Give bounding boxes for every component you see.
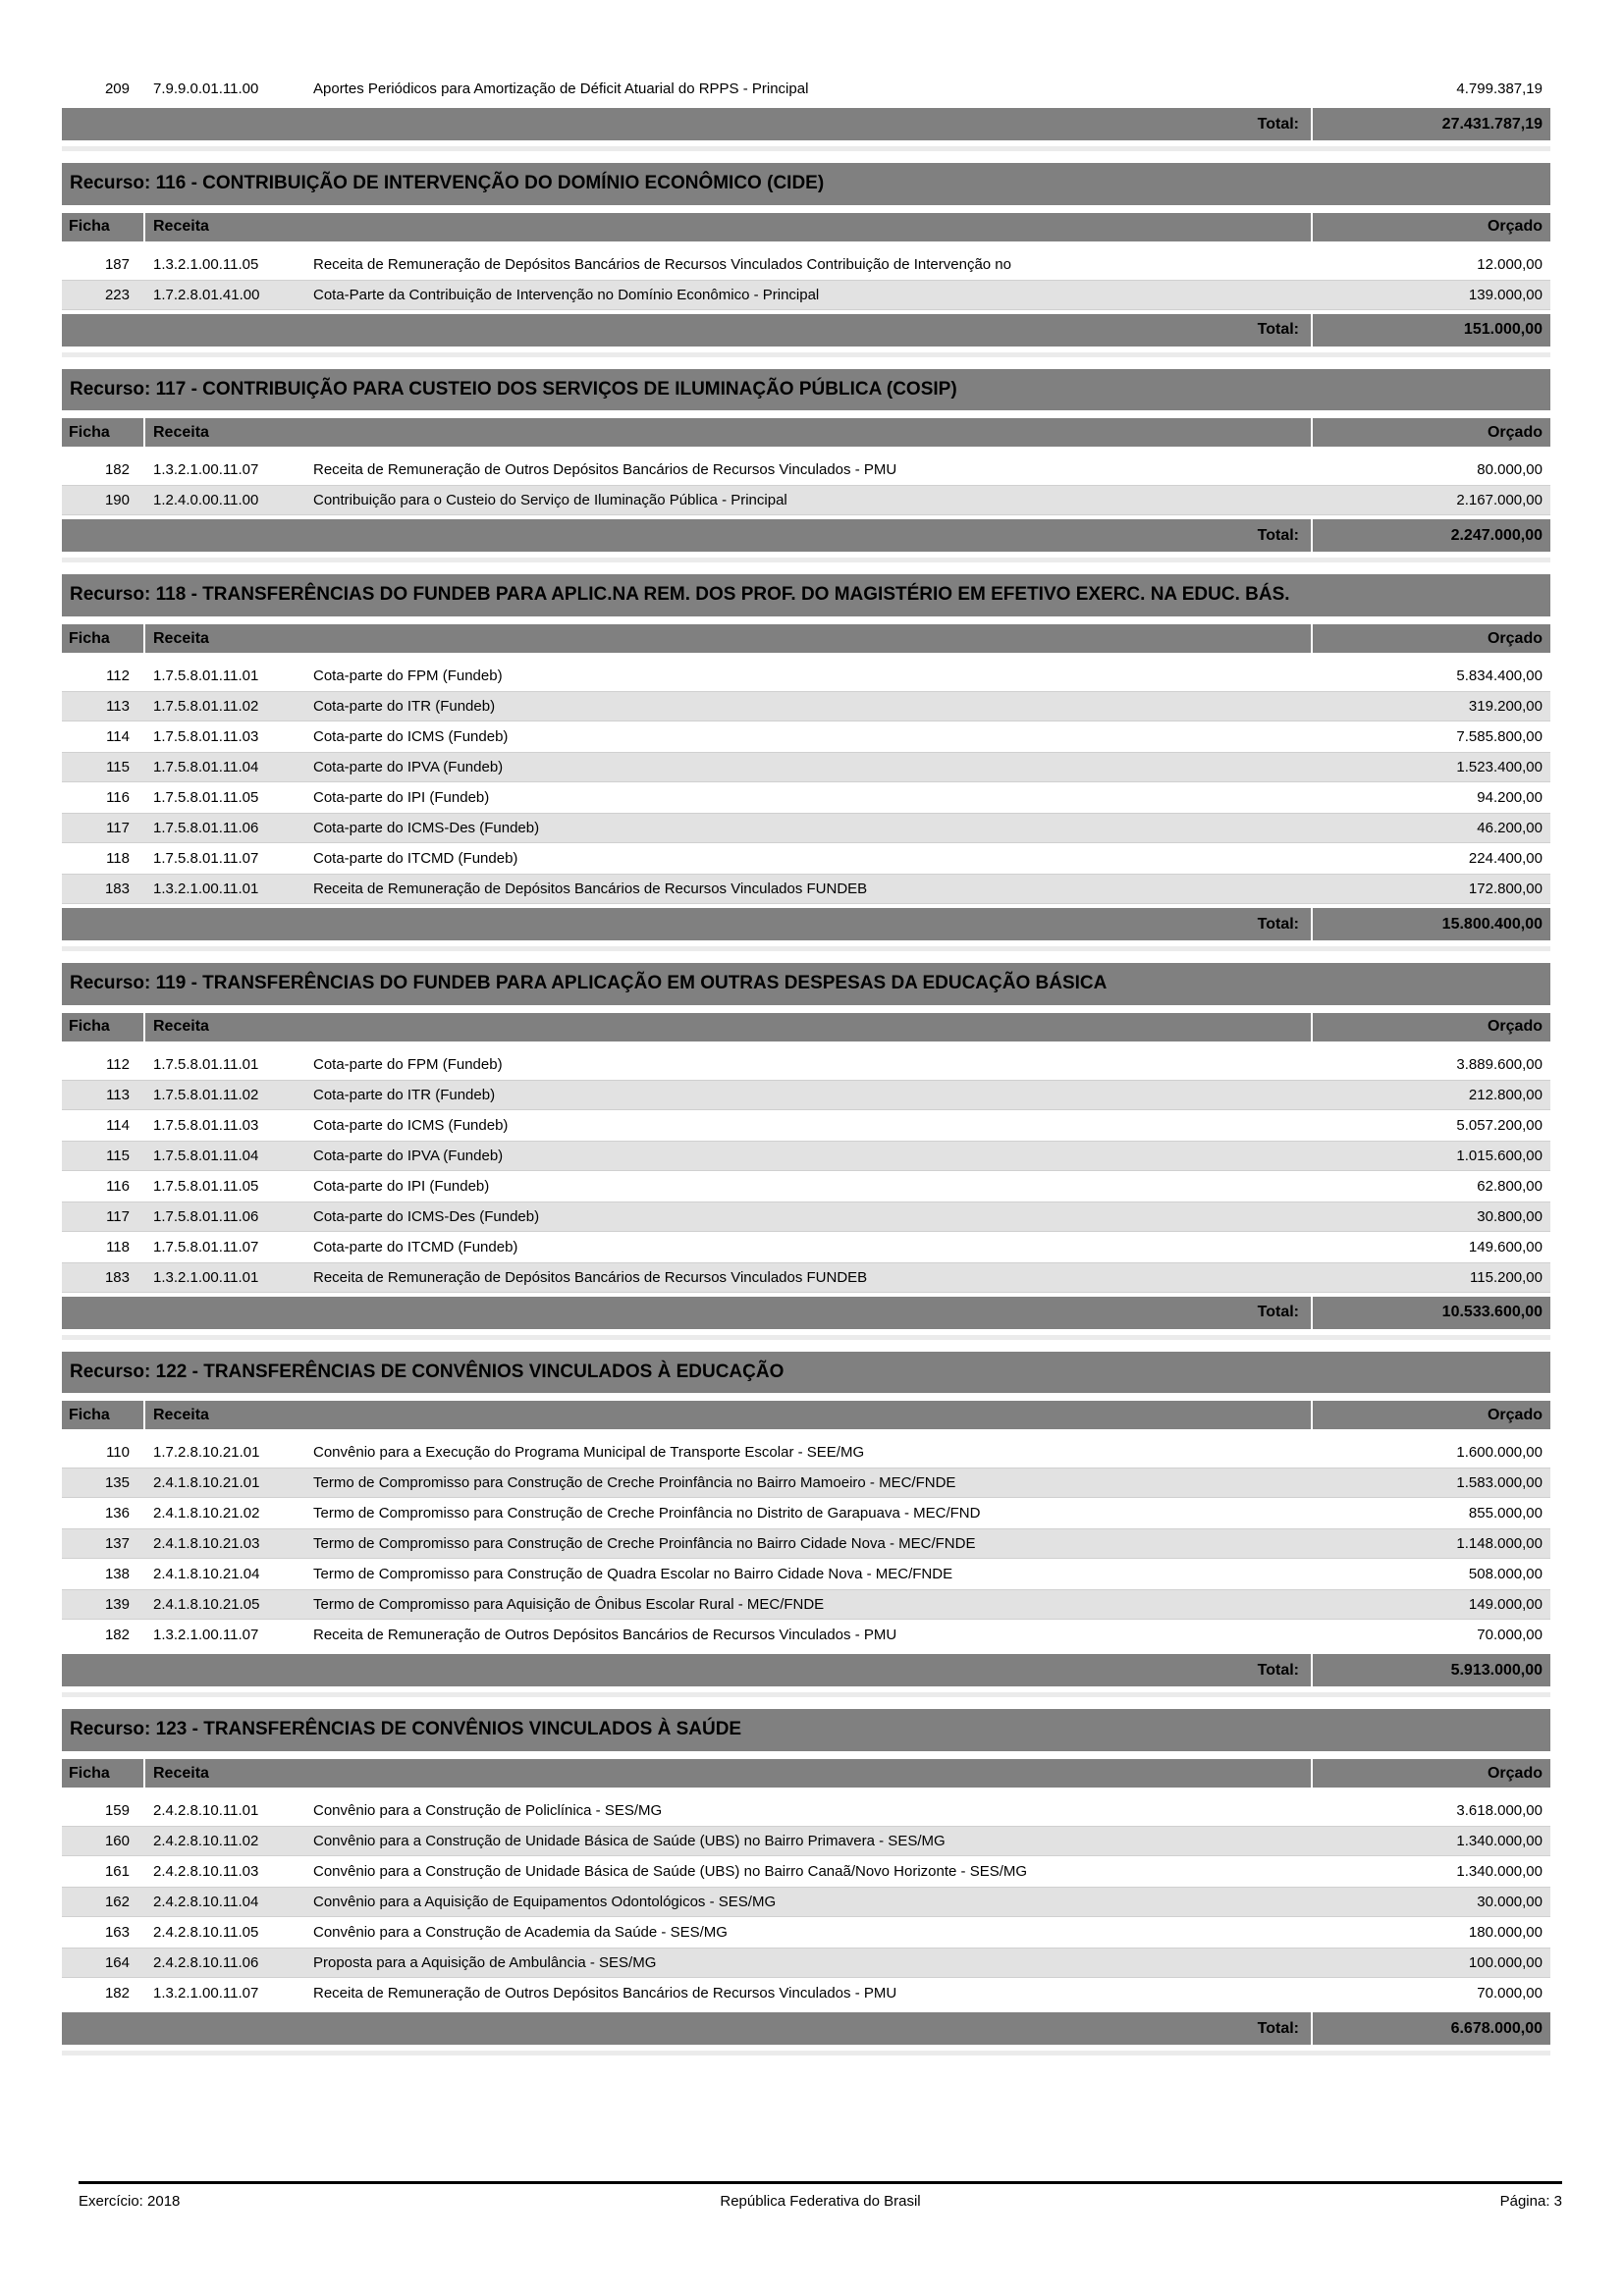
section-title: Recurso: 122 - TRANSFERÊNCIAS DE CONVÊNIOS VINCULADOS À EDUCAÇÃO: [70, 1361, 785, 1382]
receita-description-cell: Cota-parte do ITR (Fundeb): [313, 698, 496, 716]
table-row: [62, 1498, 1550, 1528]
total-value: 151.000,00: [1311, 314, 1550, 347]
total-spacer: [62, 908, 1311, 940]
ficha-cell: 209: [104, 80, 130, 97]
receita-description-cell: Receita de Remuneração de Outros Depósitos Bancários de Recursos Vinculados - PMU: [313, 461, 897, 479]
divider-strip: [62, 2051, 1550, 2056]
resource-section: [62, 163, 1550, 357]
total-label: Total:: [1257, 1661, 1299, 1679]
total-row: [62, 1654, 1550, 1686]
page-footer: [79, 2181, 1562, 2210]
total-spacer: [62, 108, 1311, 140]
orcado-value-cell: 855.000,00: [1468, 1505, 1543, 1522]
table-row: [62, 1468, 1550, 1498]
receita-description-cell: Receita de Remuneração de Outros Depósitos Bancários de Recursos Vinculados - PMU: [313, 1985, 897, 2002]
receita-code-cell: 1.3.2.1.00.11.07: [153, 1627, 259, 1644]
ficha-cell: 187: [104, 255, 130, 273]
receita-code-cell: 2.4.1.8.10.21.03: [153, 1535, 260, 1553]
receita-description-cell: Cota-parte do ITCMD (Fundeb): [313, 850, 518, 868]
total-value: 27.431.787,19: [1311, 108, 1550, 140]
ficha-cell: 112: [106, 1055, 130, 1073]
orcado-value-cell: 149.600,00: [1468, 1238, 1543, 1255]
ficha-cell: 223: [104, 286, 130, 303]
receita-description-cell: Contribuição para o Custeio do Serviço de Iluminação Pública - Principal: [313, 492, 787, 509]
receita-code-cell: 1.7.2.8.01.41.00: [153, 286, 260, 303]
receita-description-cell: Receita de Remuneração de Depósitos Bancários de Recursos Vinculados Contribuição de Intervenção no: [313, 255, 1011, 273]
table-row: [62, 1795, 1550, 1826]
divider-strip: [62, 1335, 1550, 1340]
receita-description-cell: Termo de Compromisso para Construção de Quadra Escolar no Bairro Cidade Nova - MEC/FNDE: [313, 1566, 953, 1583]
receita-code-cell: 1.7.5.8.01.11.06: [153, 1207, 259, 1225]
column-header-ficha: Ficha: [62, 418, 145, 447]
receita-description-cell: Convênio para a Construção de Unidade Básica de Saúde (UBS) no Bairro Primavera - SES/MG: [313, 1833, 946, 1850]
orcado-value-cell: 1.583.000,00: [1456, 1474, 1543, 1492]
total-label: Total:: [1257, 1304, 1299, 1321]
receita-description-cell: Cota-parte do ICMS (Fundeb): [313, 728, 509, 746]
ficha-cell: 160: [104, 1833, 130, 1850]
total-row: [62, 1297, 1550, 1329]
table-row: [62, 1559, 1550, 1589]
table-row: [62, 1171, 1550, 1201]
section-title-bar: [62, 1352, 1550, 1394]
receita-code-cell: 2.4.2.8.10.11.05: [153, 1924, 259, 1942]
receita-code-cell: 1.7.5.8.01.11.04: [153, 1147, 259, 1164]
total-row: [62, 519, 1550, 552]
table-row: [62, 1589, 1550, 1620]
table-row: [62, 1826, 1550, 1856]
ficha-cell: 138: [104, 1566, 130, 1583]
receita-code-cell: 1.7.2.8.10.21.01: [153, 1444, 260, 1462]
orcado-value-cell: 2.167.000,00: [1456, 492, 1543, 509]
total-row: [62, 908, 1550, 940]
table-row: [62, 843, 1550, 874]
table-row: [62, 752, 1550, 782]
section-title-bar: [62, 963, 1550, 1005]
table-column-header-bar: [62, 1759, 1550, 1788]
receita-code-cell: 1.7.5.8.01.11.02: [153, 698, 259, 716]
receita-description-cell: Termo de Compromisso para Construção de Creche Proinfância no Distrito de Garapuava - MEC/FND: [313, 1505, 981, 1522]
orcado-value-cell: 1.148.000,00: [1456, 1535, 1543, 1553]
ficha-cell: 114: [106, 728, 130, 746]
ficha-cell: 116: [106, 789, 130, 807]
total-label: Total:: [1257, 115, 1299, 133]
orcado-value-cell: 1.340.000,00: [1456, 1863, 1543, 1881]
total-label: Total:: [1257, 321, 1299, 339]
total-label: Total:: [1257, 915, 1299, 933]
table-column-header-bar: [62, 624, 1550, 653]
footer-country-title: República Federativa do Brasil: [720, 2193, 921, 2210]
divider-strip: [62, 946, 1550, 951]
ficha-cell: 183: [104, 1268, 130, 1286]
table-row: [62, 661, 1550, 691]
receita-description-cell: Cota-parte do ICMS (Fundeb): [313, 1116, 509, 1134]
ficha-cell: 163: [104, 1924, 130, 1942]
orcado-value-cell: 1.600.000,00: [1456, 1444, 1543, 1462]
orcado-value-cell: 5.834.400,00: [1456, 667, 1543, 685]
orcado-value-cell: 7.585.800,00: [1456, 728, 1543, 746]
orcado-value-cell: 3.618.000,00: [1456, 1802, 1543, 1820]
receita-code-cell: 7.9.9.0.01.11.00: [153, 80, 259, 97]
orcado-value-cell: 70.000,00: [1477, 1627, 1543, 1644]
ficha-cell: 161: [104, 1863, 130, 1881]
receita-code-cell: 1.7.5.8.01.11.03: [153, 1116, 259, 1134]
ficha-cell: 117: [106, 1207, 130, 1225]
divider-strip: [62, 146, 1550, 151]
receita-description-cell: Cota-parte do ITR (Fundeb): [313, 1086, 496, 1103]
total-row: [62, 108, 1550, 140]
orcado-value-cell: 212.800,00: [1468, 1086, 1543, 1103]
receita-description-cell: Cota-parte do IPVA (Fundeb): [313, 759, 504, 776]
orcado-value-cell: 3.889.600,00: [1456, 1055, 1543, 1073]
section-title: Recurso: 119 - TRANSFERÊNCIAS DO FUNDEB PARA APLICAÇÃO EM OUTRAS DESPESAS DA EDUCAÇÃO BÁSICA: [70, 973, 1108, 994]
total-spacer: [62, 2012, 1311, 2045]
receita-code-cell: 2.4.2.8.10.11.03: [153, 1863, 259, 1881]
orcado-value-cell: 100.000,00: [1468, 1954, 1543, 1972]
resource-section: [62, 1352, 1550, 1698]
receita-code-cell: 1.3.2.1.00.11.07: [153, 461, 259, 479]
orcado-value-cell: 1.340.000,00: [1456, 1833, 1543, 1850]
receita-description-cell: Cota-parte do IPI (Fundeb): [313, 789, 490, 807]
receita-code-cell: 1.7.5.8.01.11.07: [153, 850, 259, 868]
receita-code-cell: 2.4.1.8.10.21.02: [153, 1505, 260, 1522]
ficha-cell: 162: [104, 1894, 130, 1911]
ficha-cell: 115: [106, 1147, 130, 1164]
total-value: 5.913.000,00: [1311, 1654, 1550, 1686]
ficha-cell: 118: [106, 1238, 130, 1255]
column-header-receita: Receita: [153, 1406, 209, 1423]
section-title-bar: [62, 1709, 1550, 1751]
receita-description-cell: Cota-parte do IPVA (Fundeb): [313, 1147, 504, 1164]
receita-description-cell: Aportes Periódicos para Amortização de Déficit Atuarial do RPPS - Principal: [313, 80, 809, 97]
ficha-cell: 183: [104, 881, 130, 898]
receita-description-cell: Cota-Parte da Contribuição de Intervenção no Domínio Econômico - Principal: [313, 286, 820, 303]
table-row: [62, 1437, 1550, 1468]
column-header-orcado: Orçado: [1311, 1013, 1550, 1041]
receita-description-cell: Cota-parte do ICMS-Des (Fundeb): [313, 1207, 540, 1225]
resource-section: [62, 1709, 1550, 2056]
receita-description-cell: Termo de Compromisso para Construção de Creche Proinfância no Bairro Cidade Nova - MEC/FNDE: [313, 1535, 976, 1553]
column-header-receita: Receita: [153, 218, 209, 236]
column-header-receita: Receita: [153, 1018, 209, 1036]
column-header-ficha: Ficha: [62, 624, 145, 653]
section-title: Recurso: 117 - CONTRIBUIÇÃO PARA CUSTEIO DOS SERVIÇOS DE ILUMINAÇÃO PÚBLICA (COSIP): [70, 378, 957, 400]
orcado-value-cell: 149.000,00: [1468, 1596, 1543, 1614]
orcado-value-cell: 94.200,00: [1477, 789, 1543, 807]
receita-code-cell: 2.4.1.8.10.21.01: [153, 1474, 260, 1492]
column-header-receita: Receita: [153, 1764, 209, 1782]
divider-strip: [62, 352, 1550, 357]
section-title: Recurso: 116 - CONTRIBUIÇÃO DE INTERVENÇÃO DO DOMÍNIO ECONÔMICO (CIDE): [70, 173, 825, 193]
orcado-value-cell: 172.800,00: [1468, 881, 1543, 898]
section-title: Recurso: 123 - TRANSFERÊNCIAS DE CONVÊNIOS VINCULADOS À SAÚDE: [70, 1719, 742, 1740]
orcado-value-cell: 30.800,00: [1477, 1207, 1543, 1225]
ficha-cell: 137: [104, 1535, 130, 1553]
receita-code-cell: 1.2.4.0.00.11.00: [153, 492, 259, 509]
footer-page-number: Página: 3: [1499, 2193, 1562, 2210]
table-column-header-bar: [62, 1013, 1550, 1041]
table-row: [62, 1948, 1550, 1978]
table-column-header-bar: [62, 1401, 1550, 1429]
table-row: [62, 1141, 1550, 1171]
column-header-receita: Receita: [153, 629, 209, 647]
receita-description-cell: Cota-parte do ITCMD (Fundeb): [313, 1238, 518, 1255]
table-row: [62, 1201, 1550, 1232]
orcado-value-cell: 70.000,00: [1477, 1985, 1543, 2002]
table-row: [62, 485, 1550, 515]
receita-code-cell: 1.7.5.8.01.11.05: [153, 1177, 259, 1195]
total-spacer: [62, 1654, 1311, 1686]
table-row: [62, 454, 1550, 485]
ficha-cell: 182: [104, 1985, 130, 2002]
receita-description-cell: Termo de Compromisso para Construção de Creche Proinfância no Bairro Mamoeiro - MEC/FNDE: [313, 1474, 956, 1492]
resource-section: [62, 574, 1550, 951]
receita-description-cell: Receita de Remuneração de Depósitos Bancários de Recursos Vinculados FUNDEB: [313, 881, 868, 898]
column-header-orcado: Orçado: [1311, 624, 1550, 653]
ficha-cell: 117: [106, 820, 130, 837]
receita-description-cell: Cota-parte do FPM (Fundeb): [313, 667, 503, 685]
ficha-cell: 182: [104, 1627, 130, 1644]
receita-code-cell: 1.3.2.1.00.11.01: [153, 881, 259, 898]
section-title-bar: [62, 163, 1550, 205]
ficha-cell: 110: [106, 1444, 130, 1462]
orcado-value-cell: 1.015.600,00: [1456, 1147, 1543, 1164]
ficha-cell: 118: [106, 850, 130, 868]
table-row: [62, 813, 1550, 843]
receita-code-cell: 2.4.2.8.10.11.04: [153, 1894, 259, 1911]
receita-code-cell: 1.3.2.1.00.11.05: [153, 255, 259, 273]
total-row: [62, 2012, 1550, 2045]
ficha-cell: 113: [106, 1086, 130, 1103]
column-header-ficha: Ficha: [62, 1401, 145, 1429]
table-row: [62, 721, 1550, 752]
receita-description-cell: Cota-parte do ICMS-Des (Fundeb): [313, 820, 540, 837]
column-header-receita: Receita: [153, 423, 209, 441]
column-header-ficha: Ficha: [62, 1759, 145, 1788]
receita-description-cell: Convênio para a Construção de Unidade Básica de Saúde (UBS) no Bairro Canaã/Novo Horizonte - SES/MG: [313, 1863, 1028, 1881]
ficha-cell: 164: [104, 1954, 130, 1972]
ficha-cell: 112: [106, 667, 130, 685]
table-row: [62, 1917, 1550, 1948]
total-value: 6.678.000,00: [1311, 2012, 1550, 2045]
ficha-cell: 114: [106, 1116, 130, 1134]
receita-code-cell: 1.7.5.8.01.11.01: [153, 1055, 259, 1073]
ficha-cell: 139: [104, 1596, 130, 1614]
table-row: [62, 1528, 1550, 1559]
ficha-cell: 136: [104, 1505, 130, 1522]
receita-code-cell: 1.3.2.1.00.11.07: [153, 1985, 259, 2002]
receita-code-cell: 1.7.5.8.01.11.06: [153, 820, 259, 837]
orcado-value-cell: 115.200,00: [1470, 1268, 1543, 1286]
divider-strip: [62, 558, 1550, 562]
receita-description-cell: Receita de Remuneração de Outros Depósitos Bancários de Recursos Vinculados - PMU: [313, 1627, 897, 1644]
receita-code-cell: 2.4.2.8.10.11.06: [153, 1954, 259, 1972]
column-header-ficha: Ficha: [62, 213, 145, 241]
receita-description-cell: Receita de Remuneração de Depósitos Bancários de Recursos Vinculados FUNDEB: [313, 1268, 868, 1286]
table-column-header-bar: [62, 213, 1550, 241]
table-row: [62, 874, 1550, 904]
receita-code-cell: 1.7.5.8.01.11.05: [153, 789, 259, 807]
receita-description-cell: Termo de Compromisso para Aquisição de Ônibus Escolar Rural - MEC/FNDE: [313, 1596, 825, 1614]
ficha-cell: 116: [106, 1177, 130, 1195]
ficha-cell: 135: [104, 1474, 130, 1492]
total-spacer: [62, 1297, 1311, 1329]
receita-description-cell: Convênio para a Construção de Policlínica - SES/MG: [313, 1802, 663, 1820]
orcado-value-cell: 62.800,00: [1477, 1177, 1543, 1195]
orcado-value-cell: 224.400,00: [1468, 850, 1543, 868]
total-value: 15.800.400,00: [1311, 908, 1550, 940]
receita-description-cell: Cota-parte do FPM (Fundeb): [313, 1055, 503, 1073]
table-column-header-bar: [62, 418, 1550, 447]
orcado-value-cell: 46.200,00: [1477, 820, 1543, 837]
receita-code-cell: 1.3.2.1.00.11.01: [153, 1268, 259, 1286]
orcado-value-cell: 139.000,00: [1468, 286, 1543, 303]
ficha-cell: 190: [104, 492, 130, 509]
receita-description-cell: Proposta para a Aquisição de Ambulância - SES/MG: [313, 1954, 657, 1972]
ficha-cell: 182: [104, 461, 130, 479]
total-label: Total:: [1257, 526, 1299, 544]
table-row: [62, 782, 1550, 813]
total-spacer: [62, 519, 1311, 552]
orcado-value-cell: 319.200,00: [1468, 698, 1543, 716]
receita-code-cell: 1.7.5.8.01.11.04: [153, 759, 259, 776]
table-row: [62, 691, 1550, 721]
receita-code-cell: 2.4.2.8.10.11.01: [153, 1802, 259, 1820]
receita-code-cell: 2.4.2.8.10.11.02: [153, 1833, 259, 1850]
report-content: [62, 74, 1550, 2056]
column-header-orcado: Orçado: [1311, 213, 1550, 241]
table-row: [62, 74, 1550, 104]
orcado-value-cell: 508.000,00: [1468, 1566, 1543, 1583]
receita-description-cell: Convênio para a Construção de Academia da Saúde - SES/MG: [313, 1924, 728, 1942]
total-spacer: [62, 314, 1311, 347]
table-row: [62, 249, 1550, 280]
receita-description-cell: Cota-parte do IPI (Fundeb): [313, 1177, 490, 1195]
table-row: [62, 1620, 1550, 1650]
table-row: [62, 1856, 1550, 1887]
resource-section: [62, 963, 1550, 1340]
table-row: [62, 280, 1550, 310]
resource-section: [62, 369, 1550, 563]
continuation-table: [62, 74, 1550, 151]
table-row: [62, 1080, 1550, 1110]
receita-code-cell: 2.4.1.8.10.21.04: [153, 1566, 260, 1583]
receita-code-cell: 1.7.5.8.01.11.01: [153, 667, 259, 685]
column-header-orcado: Orçado: [1311, 1759, 1550, 1788]
section-title-bar: [62, 369, 1550, 411]
table-row: [62, 1978, 1550, 2008]
column-header-orcado: Orçado: [1311, 418, 1550, 447]
section-title-bar: [62, 574, 1550, 616]
footer-exercise-year: Exercício: 2018: [79, 2193, 181, 2210]
total-value: 10.533.600,00: [1311, 1297, 1550, 1329]
orcado-value-cell: 30.000,00: [1477, 1894, 1543, 1911]
ficha-cell: 113: [106, 698, 130, 716]
receita-code-cell: 1.7.5.8.01.11.02: [153, 1086, 259, 1103]
receita-description-cell: Convênio para a Execução do Programa Municipal de Transporte Escolar - SEE/MG: [313, 1444, 865, 1462]
orcado-value-cell: 12.000,00: [1477, 255, 1543, 273]
table-row: [62, 1262, 1550, 1293]
receita-code-cell: 1.7.5.8.01.11.07: [153, 1238, 259, 1255]
table-row: [62, 1049, 1550, 1080]
column-header-ficha: Ficha: [62, 1013, 145, 1041]
orcado-value-cell: 5.057.200,00: [1456, 1116, 1543, 1134]
table-row: [62, 1887, 1550, 1917]
orcado-value-cell: 80.000,00: [1477, 461, 1543, 479]
receita-code-cell: 1.7.5.8.01.11.03: [153, 728, 259, 746]
table-row: [62, 1110, 1550, 1141]
column-header-orcado: Orçado: [1311, 1401, 1550, 1429]
orcado-value-cell: 4.799.387,19: [1456, 80, 1543, 97]
orcado-value-cell: 1.523.400,00: [1456, 759, 1543, 776]
ficha-cell: 159: [104, 1802, 130, 1820]
receita-description-cell: Convênio para a Aquisição de Equipamentos Odontológicos - SES/MG: [313, 1894, 777, 1911]
total-value: 2.247.000,00: [1311, 519, 1550, 552]
total-label: Total:: [1257, 2019, 1299, 2037]
divider-strip: [62, 1692, 1550, 1697]
ficha-cell: 115: [106, 759, 130, 776]
table-row: [62, 1232, 1550, 1262]
orcado-value-cell: 180.000,00: [1468, 1924, 1543, 1942]
total-row: [62, 314, 1550, 347]
receita-code-cell: 2.4.1.8.10.21.05: [153, 1596, 260, 1614]
section-title: Recurso: 118 - TRANSFERÊNCIAS DO FUNDEB PARA APLIC.NA REM. DOS PROF. DO MAGISTÉRIO EM EFETIVO EXERC. NA EDUC. BÁS.: [70, 584, 1290, 606]
